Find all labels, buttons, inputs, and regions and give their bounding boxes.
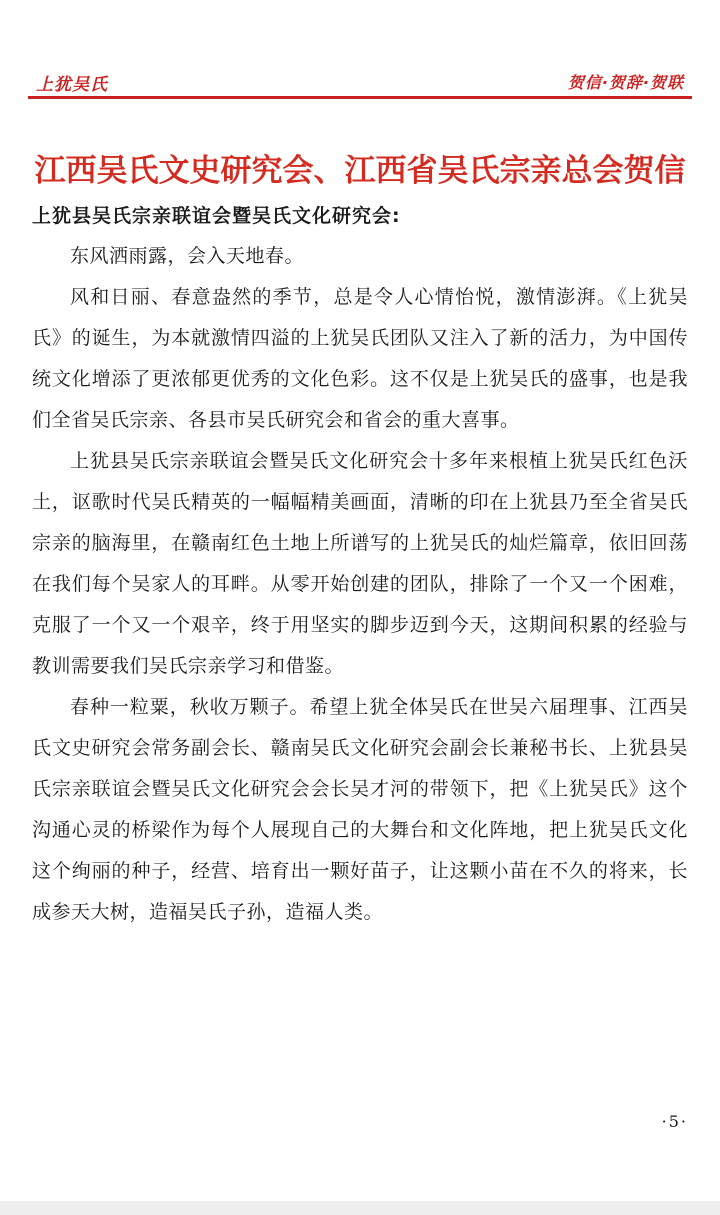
bottom-bar: [0, 1201, 720, 1215]
header-divider: [28, 96, 692, 99]
page-header: [28, 68, 692, 94]
letter-body: [32, 196, 688, 933]
paragraph-3: 上犹县吴氏宗亲联谊会暨吴氏文化研究会十多年来根植上犹吴氏红色沃土，讴歌时代吴氏精英的一幅幅精美画面，清晰的印在上犹县乃至全省吴氏宗亲的脑海里，在赣南红色土地上所谱写的上犹吴氏的灿烂篇章，依旧回荡在我们每个吴家人的耳畔。从零开始创建的团队，排除了一个又一个困难，克服了一个又一个艰辛，终于用坚实的脚步迈到今天，这期间积累的经验与教训需要我们吴氏宗亲学习和借鉴。: [32, 450, 688, 677]
page-number: ·5·: [661, 1112, 688, 1131]
salutation: 上犹县吴氏宗亲联谊会暨吴氏文化研究会:: [32, 205, 401, 227]
paragraph-4: 春种一粒粟，秋收万颗子。希望上犹全体吴氏在世吴六届理事、江西吴氏文史研究会常务副会长、赣南吴氏文化研究会副会长兼秘书长、上犹县吴氏宗亲联谊会暨吴氏文化研究会会长吴才河的带领下，把《上犹吴氏》这个沟通心灵的桥梁作为每个人展现自己的大舞台和文化阵地，把上犹吴氏文化这个绚丽的种子，经营、培育出一颗好苗子，让这颗小苗在不久的将来，长成参天大树，造福吴氏子孙，造福人类。: [32, 696, 688, 923]
paragraph-1: 东风洒雨露，会入天地春。: [70, 245, 305, 267]
section-name: 贺信·贺辞·贺联: [567, 73, 684, 92]
page-title: 江西吴氏文史研究会、江西省吴氏宗亲总会贺信: [34, 152, 686, 189]
publication-name: 上犹吴氏: [36, 75, 108, 95]
paragraph-2: 风和日丽、春意盎然的季节，总是令人心情怡悦，激情澎湃。《上犹吴氏》的诞生，为本就激情四溢的上犹吴氏团队又注入了新的活力，为中国传统文化增添了更浓郁更优秀的文化色彩。这不仅是上犹吴氏的盛事，也是我们全省吴氏宗亲、各县市吴氏研究会和省会的重大喜事。: [32, 286, 688, 431]
